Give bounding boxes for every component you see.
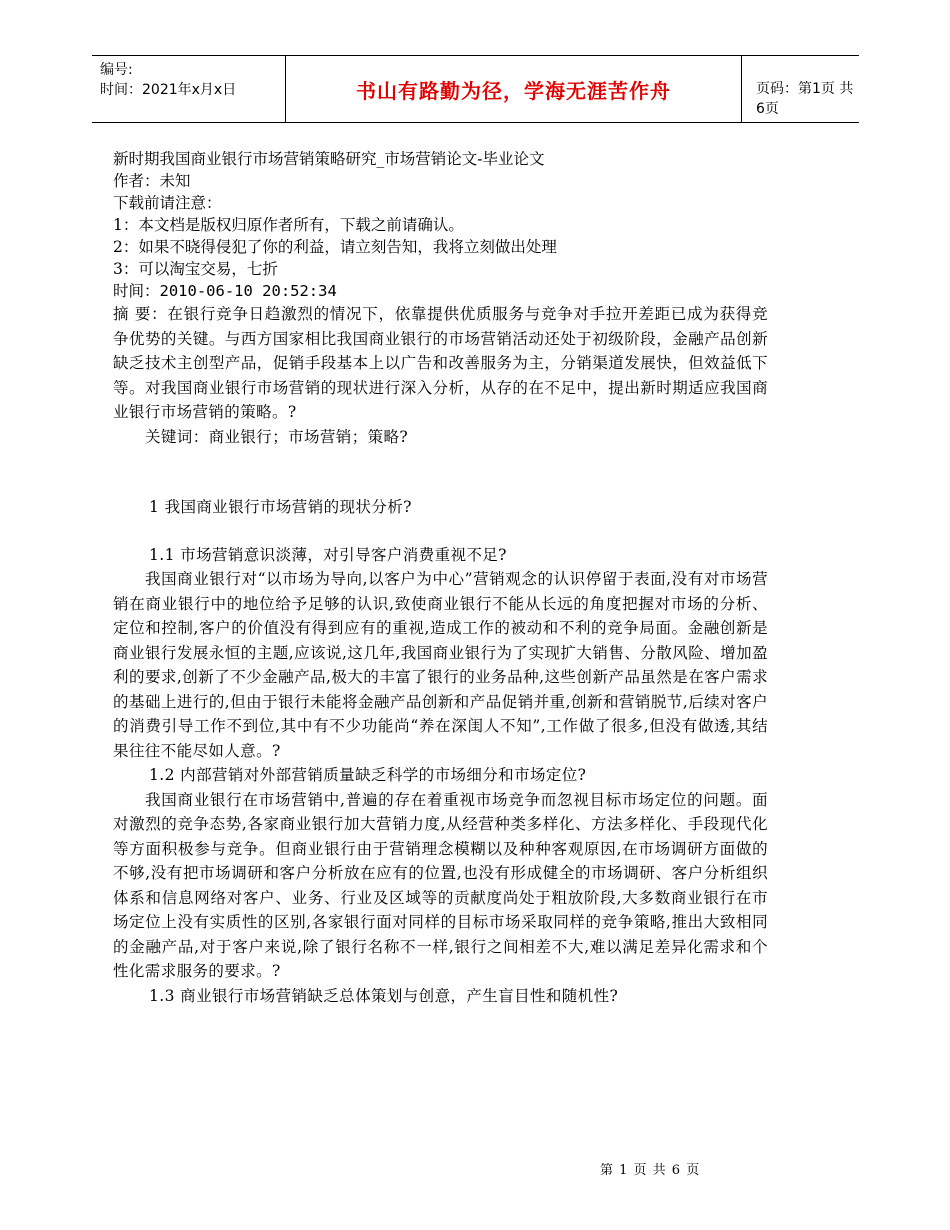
page-header [92, 55, 859, 123]
document-body [113, 148, 768, 1008]
time-label: 时间：2021年x月x日 [100, 82, 237, 98]
notice-title: 下载前请注意： [113, 194, 222, 212]
doc-author: 作者：未知 [113, 172, 191, 190]
doc-time: 时间：2010-06-10 20:52:34 [113, 282, 337, 300]
section-1-3-heading: 1.3 商业银行市场营销缺乏总体策划与创意，产生盲目性和随机性? [149, 986, 619, 1005]
section-1-1-heading: 1.1 市场营销意识淡薄，对引导客户消费重视不足? [149, 545, 507, 564]
page-info: 页码：第1页 共6页 [756, 81, 854, 117]
motto: 书山有路勤为径，学海无涯苦作舟 [356, 78, 671, 103]
section-1-1-body: 我国商业银行对“以市场为导向,以客户为中心”营销观念的认识停留于表面,没有对市场营销在商业银行中的地位给予足够的认识,致使商业银行不能从长远的角度把握对市场的分析、定位和控制,客户的价值没有得到应有的重视,造成工作的被动和不利的竞争局面。金融创新是商业银行发展永恒的主题,应该说,这几年,我国商业银行为了实现扩大销售、分散风险、增加盈利的要求,创新了不少金融产品,极大的丰富了银行的业务品种,这些创新产品虽然是在客户需求的基础上进行的,但由于银行未能将金融产品创新和产品促销并重,创新和营销脱节,后续对客户的消费引导工作不到位,其中有不少功能尚“养在深闺人不知”,工作做了很多,但没有做透,其结果往往不能尽如人意。? [113, 570, 768, 760]
abstract: 摘 要：在银行竞争日趋激烈的情况下，依靠提供优质服务与竞争对手拉开差距已成为获得竞争优势的关键。与西方国家相比我国商业银行的市场营销活动还处于初级阶段，金融产品创新缺乏技术主创型产品，促销手段基本上以广告和改善服务为主，分销渠道发展快，但效益低下等。对我国商业银行市场营销的现状进行深入分析，从存的在不足中，提出新时期适应我国商业银行市场营销的策略。? [113, 305, 768, 421]
section-1-2-heading: 1.2 内部营销对外部营销质量缺乏科学的市场细分和市场定位? [149, 766, 587, 784]
number-label: 编号: [100, 62, 133, 78]
header-meta [100, 60, 236, 100]
section-1-2-body: 我国商业银行在市场营销中,普遍的存在着重视市场竞争而忽视目标市场定位的问题。面对激烈的竞争态势,各家商业银行加大营销力度,从经营种类多样化、方法多样化、手段现代化等方面积极参与竞争。但商业银行由于营销理念模糊以及种种客观原因,在市场调研方面做的不够,没有把市场调研和客户分析放在应有的位置,也没有形成健全的市场调研、客户分析组织体系和信息网络对客户、业务、行业及区域等的贡献度尚处于粗放阶段,大多数商业银行在市场定位上没有实质性的区别,各家银行面对同样的目标市场采取同样的竞争策略,推出大致相同的金融产品,对于客户来说,除了银行名称不一样,银行之间相差不大,难以满足差异化需求和个性化需求服务的要求。? [113, 790, 768, 980]
notice-item-1: 1：本文档是版权归原作者所有，下载之前请确认。 [113, 216, 464, 234]
page-footer: 第 1 页 共 6 页 [600, 1163, 701, 1178]
section-1-heading: 1 我国商业银行市场营销的现状分析? [149, 498, 412, 516]
keywords: 关键词：商业银行；市场营销；策略? [145, 427, 409, 446]
header-motto-cell [285, 56, 742, 122]
notice-item-3: 3：可以淘宝交易，七折 [113, 260, 278, 278]
notice-item-2: 2：如果不晓得侵犯了你的利益，请立刻告知，我将立刻做出处理 [113, 238, 557, 256]
doc-title: 新时期我国商业银行市场营销策略研究_市场营销论文-毕业论文 [113, 150, 545, 168]
